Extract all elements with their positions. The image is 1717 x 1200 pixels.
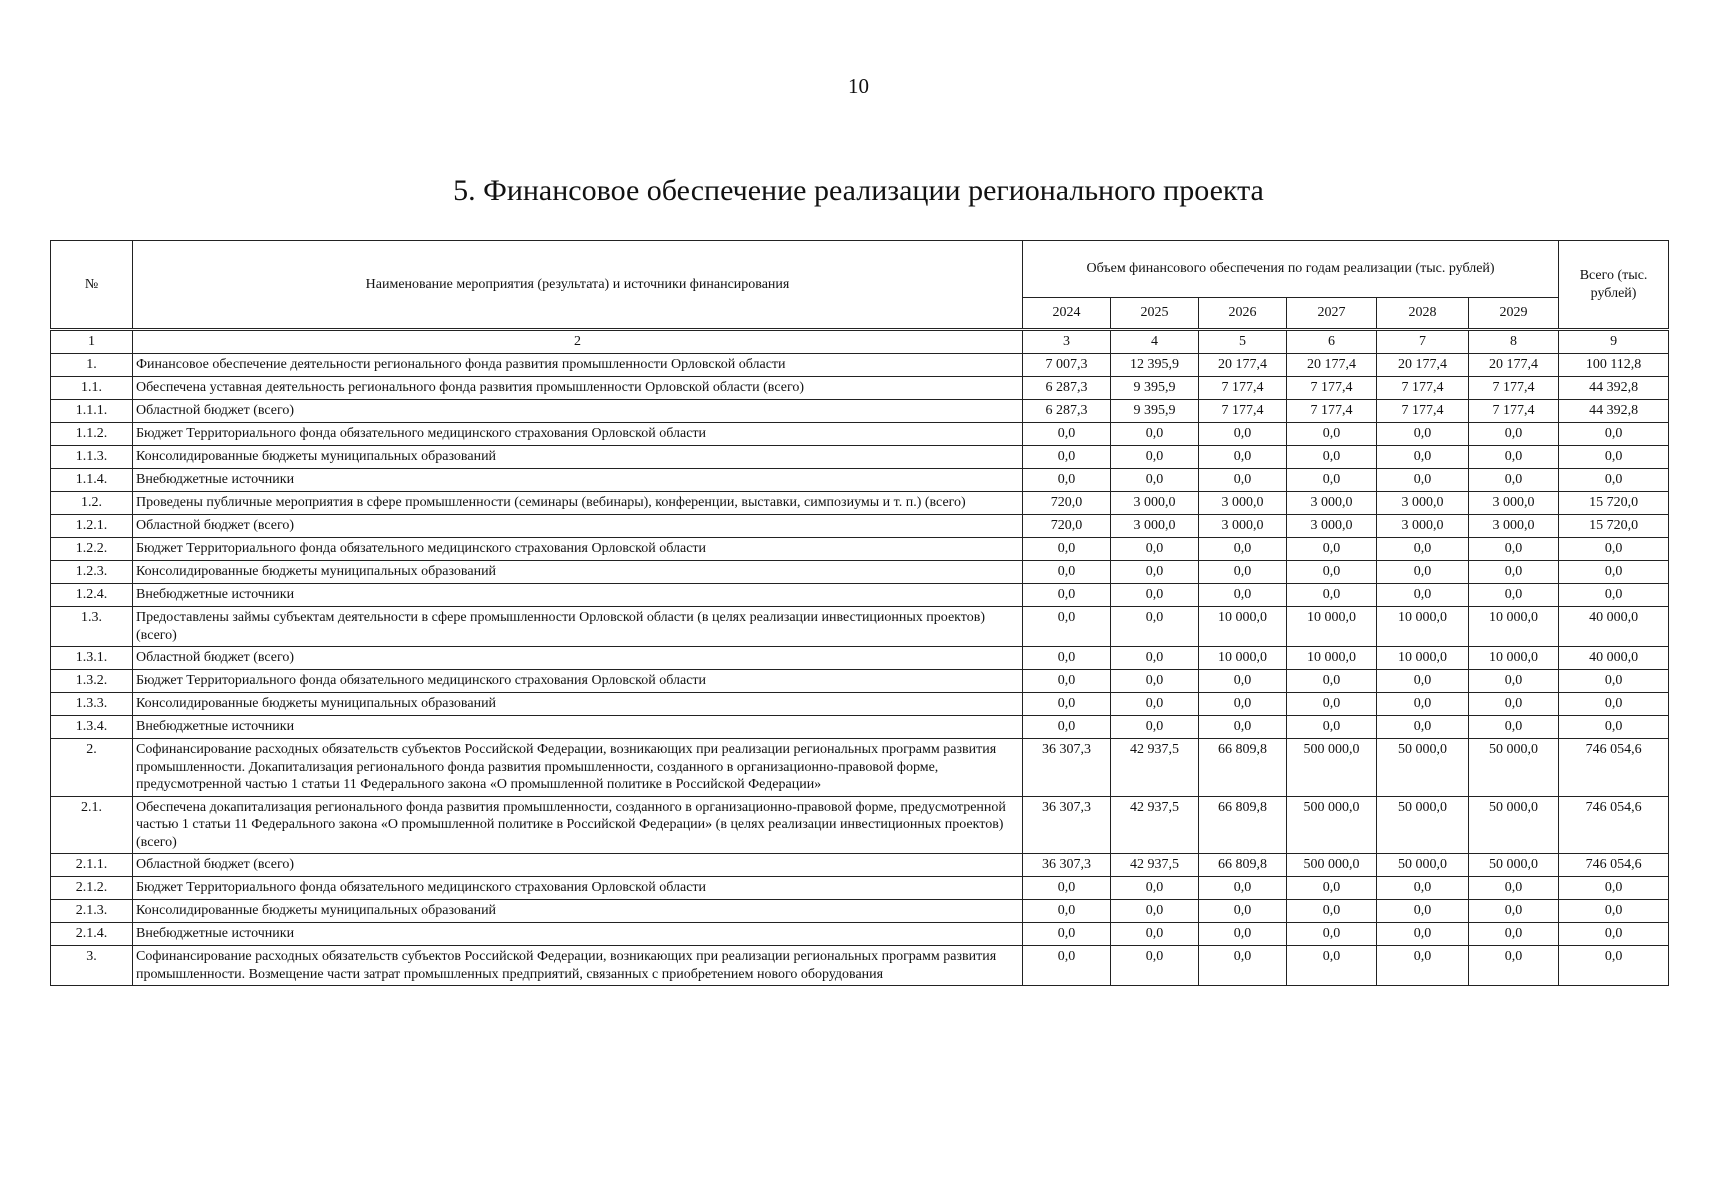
row-value-cell: 10 000,0 (1287, 607, 1377, 647)
row-name: Бюджет Территориального фонда обязательного медицинского страхования Орловской области (133, 877, 1023, 900)
row-name: Финансовое обеспечение деятельности регионального фонда развития промышленности Орловской области (133, 354, 1023, 377)
row-value-cell: 10 000,0 (1287, 647, 1377, 670)
row-value-cell: 720,0 (1023, 492, 1111, 515)
row-name: Внебюджетные источники (133, 716, 1023, 739)
row-name: Внебюджетные источники (133, 584, 1023, 607)
row-value-cell: 42 937,5 (1111, 796, 1199, 854)
row-total-cell: 0,0 (1559, 584, 1669, 607)
row-value-cell: 10 000,0 (1377, 607, 1469, 647)
row-value-cell: 66 809,8 (1199, 796, 1287, 854)
row-value-cell: 10 000,0 (1199, 647, 1287, 670)
table-row (51, 607, 1669, 647)
row-value-cell: 9 395,9 (1111, 400, 1199, 423)
row-number: 1.3. (51, 607, 133, 647)
row-number: 1.1.1. (51, 400, 133, 423)
table-row (51, 796, 1669, 854)
row-total-cell: 0,0 (1559, 561, 1669, 584)
row-value-cell: 3 000,0 (1111, 515, 1199, 538)
row-value-cell: 0,0 (1023, 900, 1111, 923)
table-row (51, 739, 1669, 797)
row-name: Софинансирование расходных обязательств субъектов Российской Федерации, возникающих при реализации региональных программ развития промышленности. Докапитализация регионального фонда развития промышленности, созданного в организационно-правовой форме, предусмотренной частью 1 статьи 11 Федерального закона «О промышленной политике в Российской Федерации» (133, 739, 1023, 797)
table-row (51, 423, 1669, 446)
row-value-cell: 0,0 (1377, 446, 1469, 469)
table-row (51, 354, 1669, 377)
row-name: Консолидированные бюджеты муниципальных образований (133, 561, 1023, 584)
row-value-cell: 0,0 (1377, 877, 1469, 900)
row-value-cell: 0,0 (1469, 877, 1559, 900)
row-total-cell: 0,0 (1559, 538, 1669, 561)
row-value-cell: 0,0 (1199, 423, 1287, 446)
row-name: Внебюджетные источники (133, 469, 1023, 492)
row-value-cell: 0,0 (1377, 584, 1469, 607)
row-name: Внебюджетные источники (133, 923, 1023, 946)
column-number-cell: 8 (1469, 330, 1559, 354)
header-year: 2026 (1199, 298, 1287, 330)
table-row (51, 693, 1669, 716)
row-value-cell: 500 000,0 (1287, 796, 1377, 854)
row-value-cell: 0,0 (1199, 561, 1287, 584)
row-value-cell: 0,0 (1287, 469, 1377, 492)
row-total-cell: 0,0 (1559, 877, 1669, 900)
row-value-cell: 0,0 (1469, 670, 1559, 693)
row-number: 2. (51, 739, 133, 797)
row-value-cell: 20 177,4 (1199, 354, 1287, 377)
row-value-cell: 7 007,3 (1023, 354, 1111, 377)
row-number: 3. (51, 946, 133, 986)
table-body (51, 330, 1669, 986)
table-row (51, 923, 1669, 946)
row-total-cell: 15 720,0 (1559, 515, 1669, 538)
row-value-cell: 3 000,0 (1111, 492, 1199, 515)
table-row (51, 716, 1669, 739)
financing-table (50, 240, 1669, 986)
row-value-cell: 0,0 (1111, 877, 1199, 900)
row-name: Консолидированные бюджеты муниципальных образований (133, 693, 1023, 716)
row-value-cell: 7 177,4 (1287, 377, 1377, 400)
table-row (51, 469, 1669, 492)
row-value-cell: 0,0 (1287, 538, 1377, 561)
row-total-cell: 0,0 (1559, 670, 1669, 693)
table-row (51, 647, 1669, 670)
row-value-cell: 0,0 (1287, 946, 1377, 986)
table-row (51, 877, 1669, 900)
table-row (51, 900, 1669, 923)
row-value-cell: 10 000,0 (1377, 647, 1469, 670)
row-number: 1.3.1. (51, 647, 133, 670)
row-value-cell: 0,0 (1023, 946, 1111, 986)
row-value-cell: 7 177,4 (1199, 377, 1287, 400)
row-value-cell: 20 177,4 (1287, 354, 1377, 377)
row-value-cell: 0,0 (1111, 647, 1199, 670)
row-name: Предоставлены займы субъектам деятельности в сфере промышленности Орловской области (в целях реализации инвестиционных проектов) (всего) (133, 607, 1023, 647)
row-name: Софинансирование расходных обязательств субъектов Российской Федерации, возникающих при реализации региональных программ развития промышленности. Возмещение части затрат промышленных предприятий, связанных с приобретением нового оборудования (133, 946, 1023, 986)
row-value-cell: 0,0 (1199, 900, 1287, 923)
header-year: 2024 (1023, 298, 1111, 330)
row-value-cell: 0,0 (1377, 670, 1469, 693)
table-row (51, 854, 1669, 877)
row-value-cell: 0,0 (1199, 469, 1287, 492)
row-number: 2.1.2. (51, 877, 133, 900)
row-value-cell: 0,0 (1111, 469, 1199, 492)
row-value-cell: 0,0 (1111, 946, 1199, 986)
row-value-cell: 50 000,0 (1469, 796, 1559, 854)
row-value-cell: 0,0 (1023, 561, 1111, 584)
row-value-cell: 42 937,5 (1111, 739, 1199, 797)
row-value-cell: 20 177,4 (1469, 354, 1559, 377)
row-value-cell: 0,0 (1469, 538, 1559, 561)
table-row (51, 946, 1669, 986)
row-value-cell: 0,0 (1469, 900, 1559, 923)
table-row (51, 400, 1669, 423)
row-name: Бюджет Территориального фонда обязательного медицинского страхования Орловской области (133, 538, 1023, 561)
row-value-cell: 50 000,0 (1377, 854, 1469, 877)
row-value-cell: 0,0 (1377, 561, 1469, 584)
column-number-cell: 1 (51, 330, 133, 354)
column-number-cell: 3 (1023, 330, 1111, 354)
row-total-cell: 0,0 (1559, 446, 1669, 469)
row-value-cell: 7 177,4 (1469, 377, 1559, 400)
column-number-cell: 9 (1559, 330, 1669, 354)
row-number: 1.3.2. (51, 670, 133, 693)
row-total-cell: 44 392,8 (1559, 400, 1669, 423)
table-row (51, 561, 1669, 584)
header-total: Всего (тыс. рублей) (1559, 241, 1669, 330)
row-value-cell: 0,0 (1023, 538, 1111, 561)
row-number: 1.2.2. (51, 538, 133, 561)
row-value-cell: 7 177,4 (1469, 400, 1559, 423)
row-number: 1.1.2. (51, 423, 133, 446)
row-total-cell: 746 054,6 (1559, 796, 1669, 854)
row-number: 2.1.4. (51, 923, 133, 946)
row-value-cell: 0,0 (1199, 538, 1287, 561)
row-number: 1.2. (51, 492, 133, 515)
row-value-cell: 0,0 (1287, 670, 1377, 693)
row-total-cell: 0,0 (1559, 693, 1669, 716)
row-value-cell: 0,0 (1469, 561, 1559, 584)
column-number-cell: 2 (133, 330, 1023, 354)
table-row (51, 446, 1669, 469)
row-number: 1.2.3. (51, 561, 133, 584)
row-total-cell: 746 054,6 (1559, 739, 1669, 797)
row-value-cell: 50 000,0 (1377, 739, 1469, 797)
row-name: Областной бюджет (всего) (133, 515, 1023, 538)
row-value-cell: 0,0 (1199, 446, 1287, 469)
row-value-cell: 0,0 (1023, 877, 1111, 900)
row-value-cell: 3 000,0 (1469, 492, 1559, 515)
row-value-cell: 0,0 (1287, 423, 1377, 446)
row-value-cell: 720,0 (1023, 515, 1111, 538)
row-name: Областной бюджет (всего) (133, 400, 1023, 423)
row-value-cell: 0,0 (1469, 584, 1559, 607)
row-value-cell: 0,0 (1199, 584, 1287, 607)
row-value-cell: 3 000,0 (1199, 492, 1287, 515)
row-value-cell: 0,0 (1469, 716, 1559, 739)
table-row (51, 584, 1669, 607)
row-value-cell: 9 395,9 (1111, 377, 1199, 400)
column-number-cell: 4 (1111, 330, 1199, 354)
row-value-cell: 0,0 (1469, 946, 1559, 986)
row-value-cell: 3 000,0 (1377, 515, 1469, 538)
row-value-cell: 0,0 (1377, 693, 1469, 716)
row-value-cell: 0,0 (1111, 900, 1199, 923)
header-year: 2029 (1469, 298, 1559, 330)
row-value-cell: 0,0 (1023, 469, 1111, 492)
row-value-cell: 36 307,3 (1023, 739, 1111, 797)
row-total-cell: 0,0 (1559, 469, 1669, 492)
row-total-cell: 0,0 (1559, 423, 1669, 446)
row-value-cell: 3 000,0 (1287, 492, 1377, 515)
table-row (51, 377, 1669, 400)
row-value-cell: 0,0 (1111, 538, 1199, 561)
header-year: 2027 (1287, 298, 1377, 330)
row-value-cell: 0,0 (1377, 946, 1469, 986)
row-value-cell: 50 000,0 (1377, 796, 1469, 854)
page-number: 10 (848, 74, 869, 98)
row-total-cell: 0,0 (1559, 946, 1669, 986)
row-value-cell: 0,0 (1023, 670, 1111, 693)
row-value-cell: 0,0 (1111, 716, 1199, 739)
row-number: 1.1.4. (51, 469, 133, 492)
table-row (51, 670, 1669, 693)
row-total-cell: 15 720,0 (1559, 492, 1669, 515)
row-value-cell: 50 000,0 (1469, 854, 1559, 877)
row-value-cell: 7 177,4 (1377, 400, 1469, 423)
row-number: 1. (51, 354, 133, 377)
row-value-cell: 3 000,0 (1287, 515, 1377, 538)
row-value-cell: 0,0 (1023, 923, 1111, 946)
row-value-cell: 0,0 (1377, 716, 1469, 739)
row-value-cell: 0,0 (1377, 923, 1469, 946)
row-value-cell: 42 937,5 (1111, 854, 1199, 877)
row-value-cell: 0,0 (1199, 946, 1287, 986)
table-header (51, 241, 1669, 330)
row-number: 1.2.4. (51, 584, 133, 607)
row-value-cell: 0,0 (1111, 607, 1199, 647)
row-number: 1.1. (51, 377, 133, 400)
row-value-cell: 3 000,0 (1199, 515, 1287, 538)
row-value-cell: 0,0 (1287, 561, 1377, 584)
row-value-cell: 0,0 (1377, 469, 1469, 492)
row-name: Бюджет Территориального фонда обязательного медицинского страхования Орловской области (133, 670, 1023, 693)
row-value-cell: 3 000,0 (1377, 492, 1469, 515)
row-value-cell: 0,0 (1469, 693, 1559, 716)
column-numbers-row (51, 330, 1669, 354)
row-value-cell: 0,0 (1199, 716, 1287, 739)
row-name: Консолидированные бюджеты муниципальных образований (133, 446, 1023, 469)
row-value-cell: 0,0 (1199, 693, 1287, 716)
row-number: 2.1.1. (51, 854, 133, 877)
row-value-cell: 0,0 (1377, 423, 1469, 446)
table-row (51, 492, 1669, 515)
row-value-cell: 6 287,3 (1023, 377, 1111, 400)
row-total-cell: 0,0 (1559, 716, 1669, 739)
row-value-cell: 0,0 (1469, 423, 1559, 446)
row-name: Обеспечена уставная деятельность регионального фонда развития промышленности Орловской области (всего) (133, 377, 1023, 400)
row-value-cell: 12 395,9 (1111, 354, 1199, 377)
row-value-cell: 3 000,0 (1469, 515, 1559, 538)
header-num: № (51, 241, 133, 330)
row-value-cell: 0,0 (1287, 923, 1377, 946)
table-row (51, 538, 1669, 561)
row-value-cell: 0,0 (1023, 647, 1111, 670)
row-total-cell: 40 000,0 (1559, 647, 1669, 670)
row-value-cell: 66 809,8 (1199, 739, 1287, 797)
row-value-cell: 0,0 (1111, 923, 1199, 946)
column-number-cell: 7 (1377, 330, 1469, 354)
row-value-cell: 0,0 (1287, 716, 1377, 739)
section-title: 5. Финансовое обеспечение реализации регионального проекта (453, 174, 1264, 207)
row-value-cell: 7 177,4 (1377, 377, 1469, 400)
row-value-cell: 0,0 (1287, 584, 1377, 607)
row-total-cell: 746 054,6 (1559, 854, 1669, 877)
header-year: 2025 (1111, 298, 1199, 330)
table-row (51, 515, 1669, 538)
row-value-cell: 0,0 (1287, 900, 1377, 923)
row-value-cell: 500 000,0 (1287, 854, 1377, 877)
row-value-cell: 36 307,3 (1023, 796, 1111, 854)
row-total-cell: 40 000,0 (1559, 607, 1669, 647)
row-name: Проведены публичные мероприятия в сфере промышленности (семинары (вебинары), конференции, выставки, симпозиумы и т. п.) (всего) (133, 492, 1023, 515)
row-value-cell: 0,0 (1111, 446, 1199, 469)
row-value-cell: 7 177,4 (1199, 400, 1287, 423)
row-value-cell: 10 000,0 (1199, 607, 1287, 647)
row-value-cell: 0,0 (1111, 693, 1199, 716)
row-value-cell: 6 287,3 (1023, 400, 1111, 423)
row-name: Бюджет Территориального фонда обязательного медицинского страхования Орловской области (133, 423, 1023, 446)
row-value-cell: 50 000,0 (1469, 739, 1559, 797)
row-number: 1.3.3. (51, 693, 133, 716)
row-value-cell: 66 809,8 (1199, 854, 1287, 877)
row-value-cell: 7 177,4 (1287, 400, 1377, 423)
row-value-cell: 0,0 (1469, 923, 1559, 946)
header-years-group: Объем финансового обеспечения по годам реализации (тыс. рублей) (1023, 241, 1559, 298)
row-value-cell: 0,0 (1199, 670, 1287, 693)
row-name: Областной бюджет (всего) (133, 647, 1023, 670)
row-value-cell: 20 177,4 (1377, 354, 1469, 377)
row-value-cell: 0,0 (1023, 607, 1111, 647)
row-name: Областной бюджет (всего) (133, 854, 1023, 877)
row-value-cell: 0,0 (1469, 446, 1559, 469)
row-value-cell: 0,0 (1111, 670, 1199, 693)
row-name: Консолидированные бюджеты муниципальных образований (133, 900, 1023, 923)
row-value-cell: 0,0 (1469, 469, 1559, 492)
row-value-cell: 0,0 (1111, 561, 1199, 584)
row-total-cell: 100 112,8 (1559, 354, 1669, 377)
row-value-cell: 0,0 (1023, 446, 1111, 469)
row-value-cell: 0,0 (1287, 446, 1377, 469)
column-number-cell: 5 (1199, 330, 1287, 354)
row-value-cell: 0,0 (1023, 716, 1111, 739)
row-value-cell: 10 000,0 (1469, 647, 1559, 670)
row-value-cell: 0,0 (1023, 423, 1111, 446)
column-number-cell: 6 (1287, 330, 1377, 354)
row-total-cell: 44 392,8 (1559, 377, 1669, 400)
header-year: 2028 (1377, 298, 1469, 330)
row-total-cell: 0,0 (1559, 923, 1669, 946)
row-number: 2.1. (51, 796, 133, 854)
row-value-cell: 0,0 (1287, 877, 1377, 900)
row-value-cell: 500 000,0 (1287, 739, 1377, 797)
row-value-cell: 0,0 (1287, 693, 1377, 716)
row-number: 1.1.3. (51, 446, 133, 469)
row-name: Обеспечена докапитализация регионального фонда развития промышленности, созданного в организационно-правовой форме, предусмотренной частью 1 статьи 11 Федерального закона «О промышленной политике в Российской Федерации» (в целях реализации инвестиционных проектов) (всего) (133, 796, 1023, 854)
row-value-cell: 0,0 (1111, 423, 1199, 446)
row-value-cell: 36 307,3 (1023, 854, 1111, 877)
row-value-cell: 0,0 (1199, 923, 1287, 946)
row-value-cell: 0,0 (1023, 584, 1111, 607)
row-number: 1.3.4. (51, 716, 133, 739)
row-value-cell: 0,0 (1111, 584, 1199, 607)
row-value-cell: 0,0 (1023, 693, 1111, 716)
header-name: Наименование мероприятия (результата) и источники финансирования (133, 241, 1023, 330)
row-number: 2.1.3. (51, 900, 133, 923)
row-total-cell: 0,0 (1559, 900, 1669, 923)
row-number: 1.2.1. (51, 515, 133, 538)
row-value-cell: 10 000,0 (1469, 607, 1559, 647)
row-value-cell: 0,0 (1377, 538, 1469, 561)
row-value-cell: 0,0 (1199, 877, 1287, 900)
row-value-cell: 0,0 (1377, 900, 1469, 923)
